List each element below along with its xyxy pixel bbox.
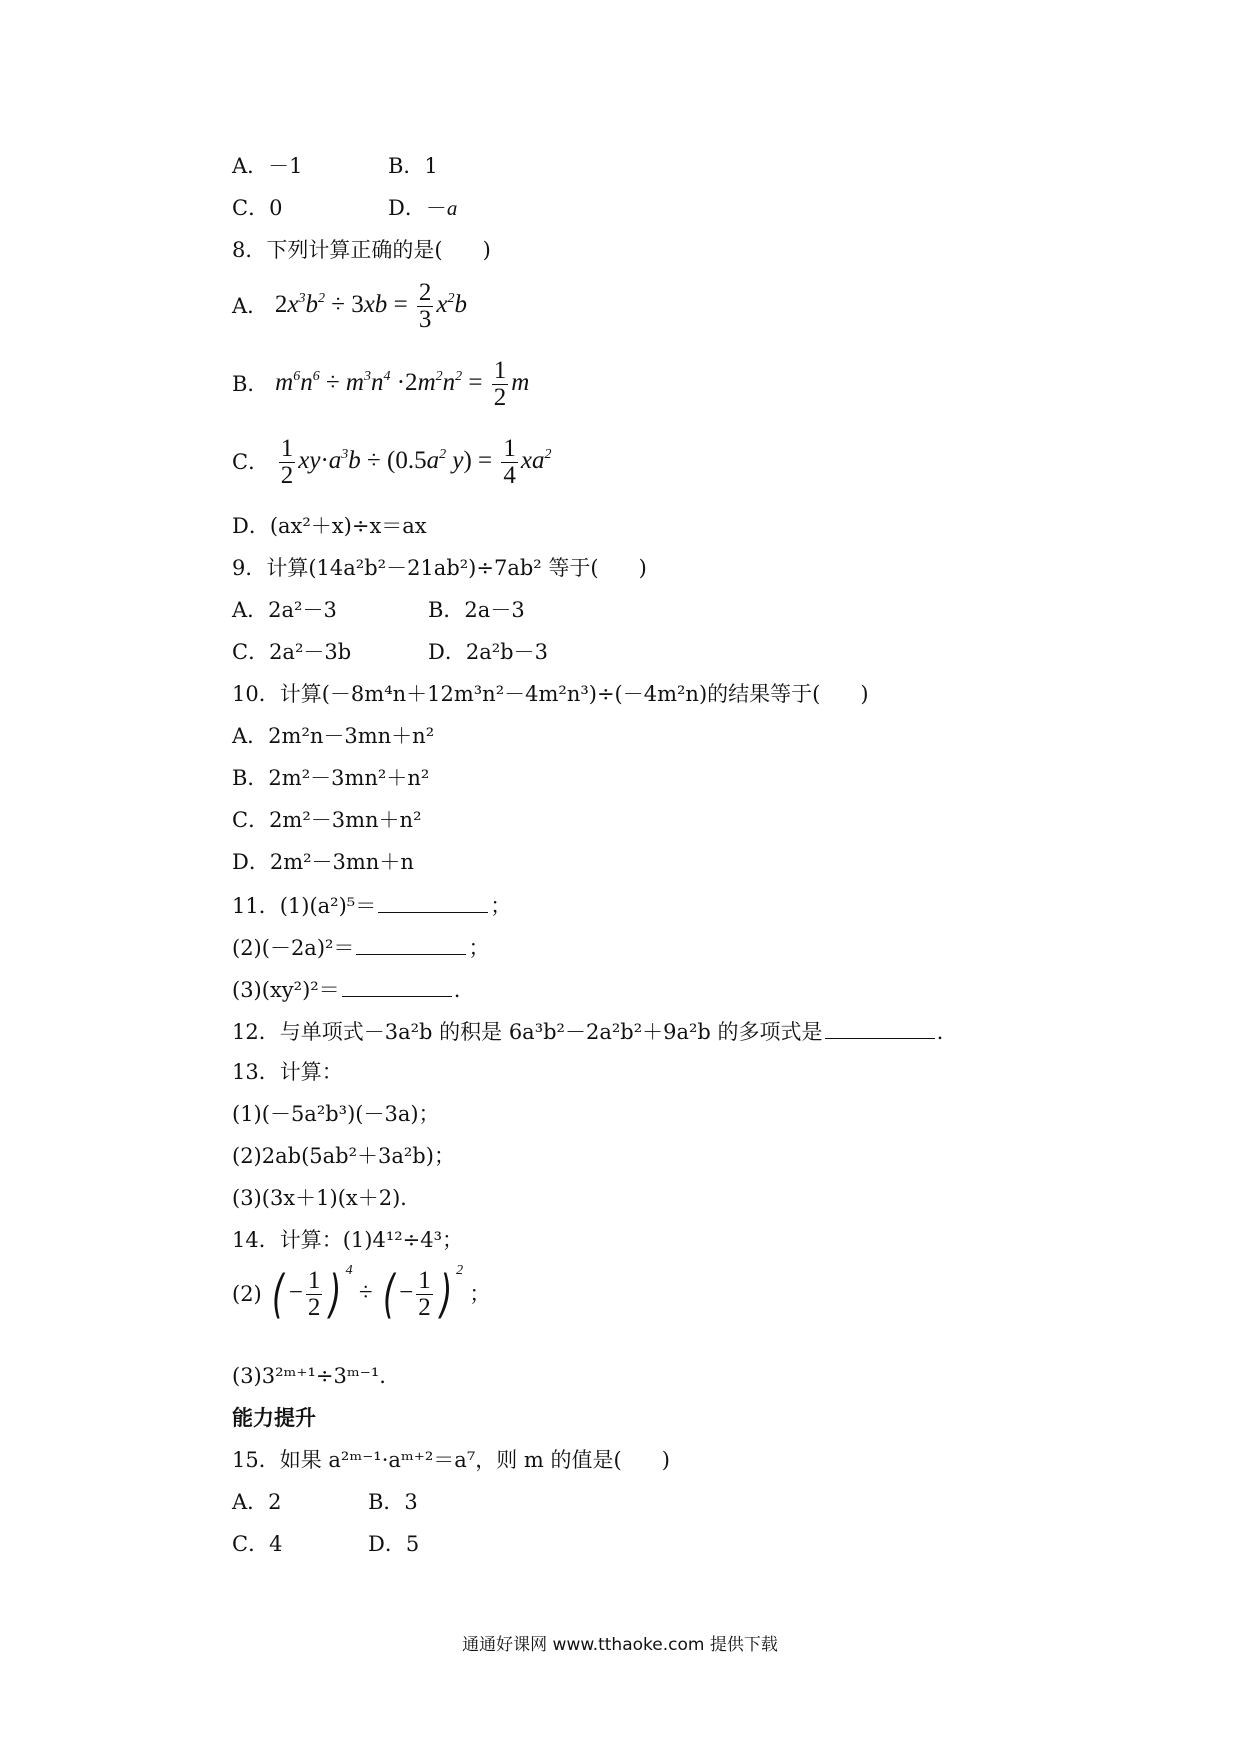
q8-stem: 8．下列计算正确的是( )	[232, 238, 491, 262]
q13-stem: 13．计算：	[232, 1060, 343, 1084]
q15-option-c: C．4	[232, 1532, 283, 1556]
q11-line-2: (2)(－2a)²＝ ；	[232, 936, 490, 960]
q14-stem: 14．计算：(1)4¹²÷4³；	[232, 1228, 464, 1252]
q9-stem: 9．计算(14a²b²－21ab²)÷7ab² 等于( )	[232, 556, 647, 580]
answer-blank	[825, 1020, 935, 1039]
q8-option-b: B． $m^6n^6 \div m^3n^4 \cdot 2m^2n^2$ = $\frac{1}{2}$ m	[232, 357, 530, 411]
q8-option-d: D．(ax²＋x)÷x＝ax	[232, 514, 427, 538]
q7-option-a: A．－1	[232, 154, 303, 178]
q14-part-3: (3)3²ᵐ⁺¹÷3ᵐ⁻¹.	[232, 1364, 386, 1388]
q10-stem: 10．计算(－8m⁴n＋12m³n²－4m²n³)÷(－4m²n)的结果等于( )	[232, 682, 869, 706]
q9-option-b: B．2a－3	[428, 598, 525, 622]
q7-option-c: C．0	[232, 196, 283, 220]
q7-option-b: B．1	[388, 154, 438, 178]
q10-option-b: B．2m²－3mn²＋n²	[232, 766, 430, 790]
q9-option-d: D．2a²b－3	[428, 640, 548, 664]
q10-option-c: C．2m²－3mn＋n²	[232, 808, 422, 832]
q8-b-equation: $m^6n^6 \div m^3n^4 \cdot 2m^2n^2$ = $\frac{1}{2}$ m	[275, 357, 530, 411]
q15-stem: 15．如果 a²ᵐ⁻¹·aᵐ⁺²＝a⁷，则 m 的值是( )	[232, 1448, 670, 1472]
q8-option-c: C． $\frac{1}{2}$ $xy\cdot a^3b \div (0.5a^2$ y) = $\frac{1}{4}$ $xa^2$	[232, 435, 552, 489]
answer-blank	[356, 936, 466, 955]
q15-option-a: A．2	[232, 1490, 282, 1514]
q7-option-d: D．－a	[388, 196, 458, 220]
q10-option-d: D．2m²－3mn＋n	[232, 850, 414, 874]
q11-line-3: (3)(xy²)²＝ .	[232, 978, 461, 1002]
section-heading: 能力提升	[232, 1406, 316, 1430]
q15-option-b: B．3	[368, 1490, 418, 1514]
q10-option-a: A．2m²n－3mn＋n²	[232, 724, 435, 748]
q13-part-3: (3)(3x＋1)(x＋2)．	[232, 1186, 422, 1210]
q15-option-d: D．5	[368, 1532, 420, 1556]
q8-option-a: A． $2x^3b^2 \div 3xb$ = $\frac{2}{3}$ $x^2b$	[232, 279, 468, 333]
q13-part-2: (2)2ab(5ab²＋3a²b)；	[232, 1144, 455, 1168]
q8-a-equation: $2x^3b^2 \div 3xb$ = $\frac{2}{3}$ $x^2b$	[274, 279, 468, 333]
q14-part-2-expression: ( − $\frac{1}{2}$ ) $^4$ ÷ ( − $\frac{1}{2}$ ) $^2$	[272, 1263, 464, 1325]
answer-blank	[378, 894, 488, 913]
page-footer: 通通好课网 www.tthaoke.com 提供下载	[462, 1635, 778, 1655]
q11-line-1: 11．(1)(a²)⁵＝ ；	[232, 894, 512, 918]
q14-part-2: (2) ( − $\frac{1}{2}$ ) $^4$ ÷ ( − $\frac{1}{2}$ ) $^2$ ；	[232, 1263, 491, 1325]
q12-stem: 12．与单项式－3a²b 的积是 6a³b²－2a²b²＋9a²b 的多项式是 .	[232, 1020, 944, 1044]
q8-c-equation: $\frac{1}{2}$ $xy\cdot a^3b \div (0.5a^2$ y) = $\frac{1}{4}$ $xa^2$	[280, 435, 552, 489]
q9-option-a: A．2a²－3	[232, 598, 337, 622]
q9-option-c: C．2a²－3b	[232, 640, 352, 664]
answer-blank	[342, 978, 452, 997]
q13-part-1: (1)(－5a²b³)(－3a)；	[232, 1102, 440, 1126]
